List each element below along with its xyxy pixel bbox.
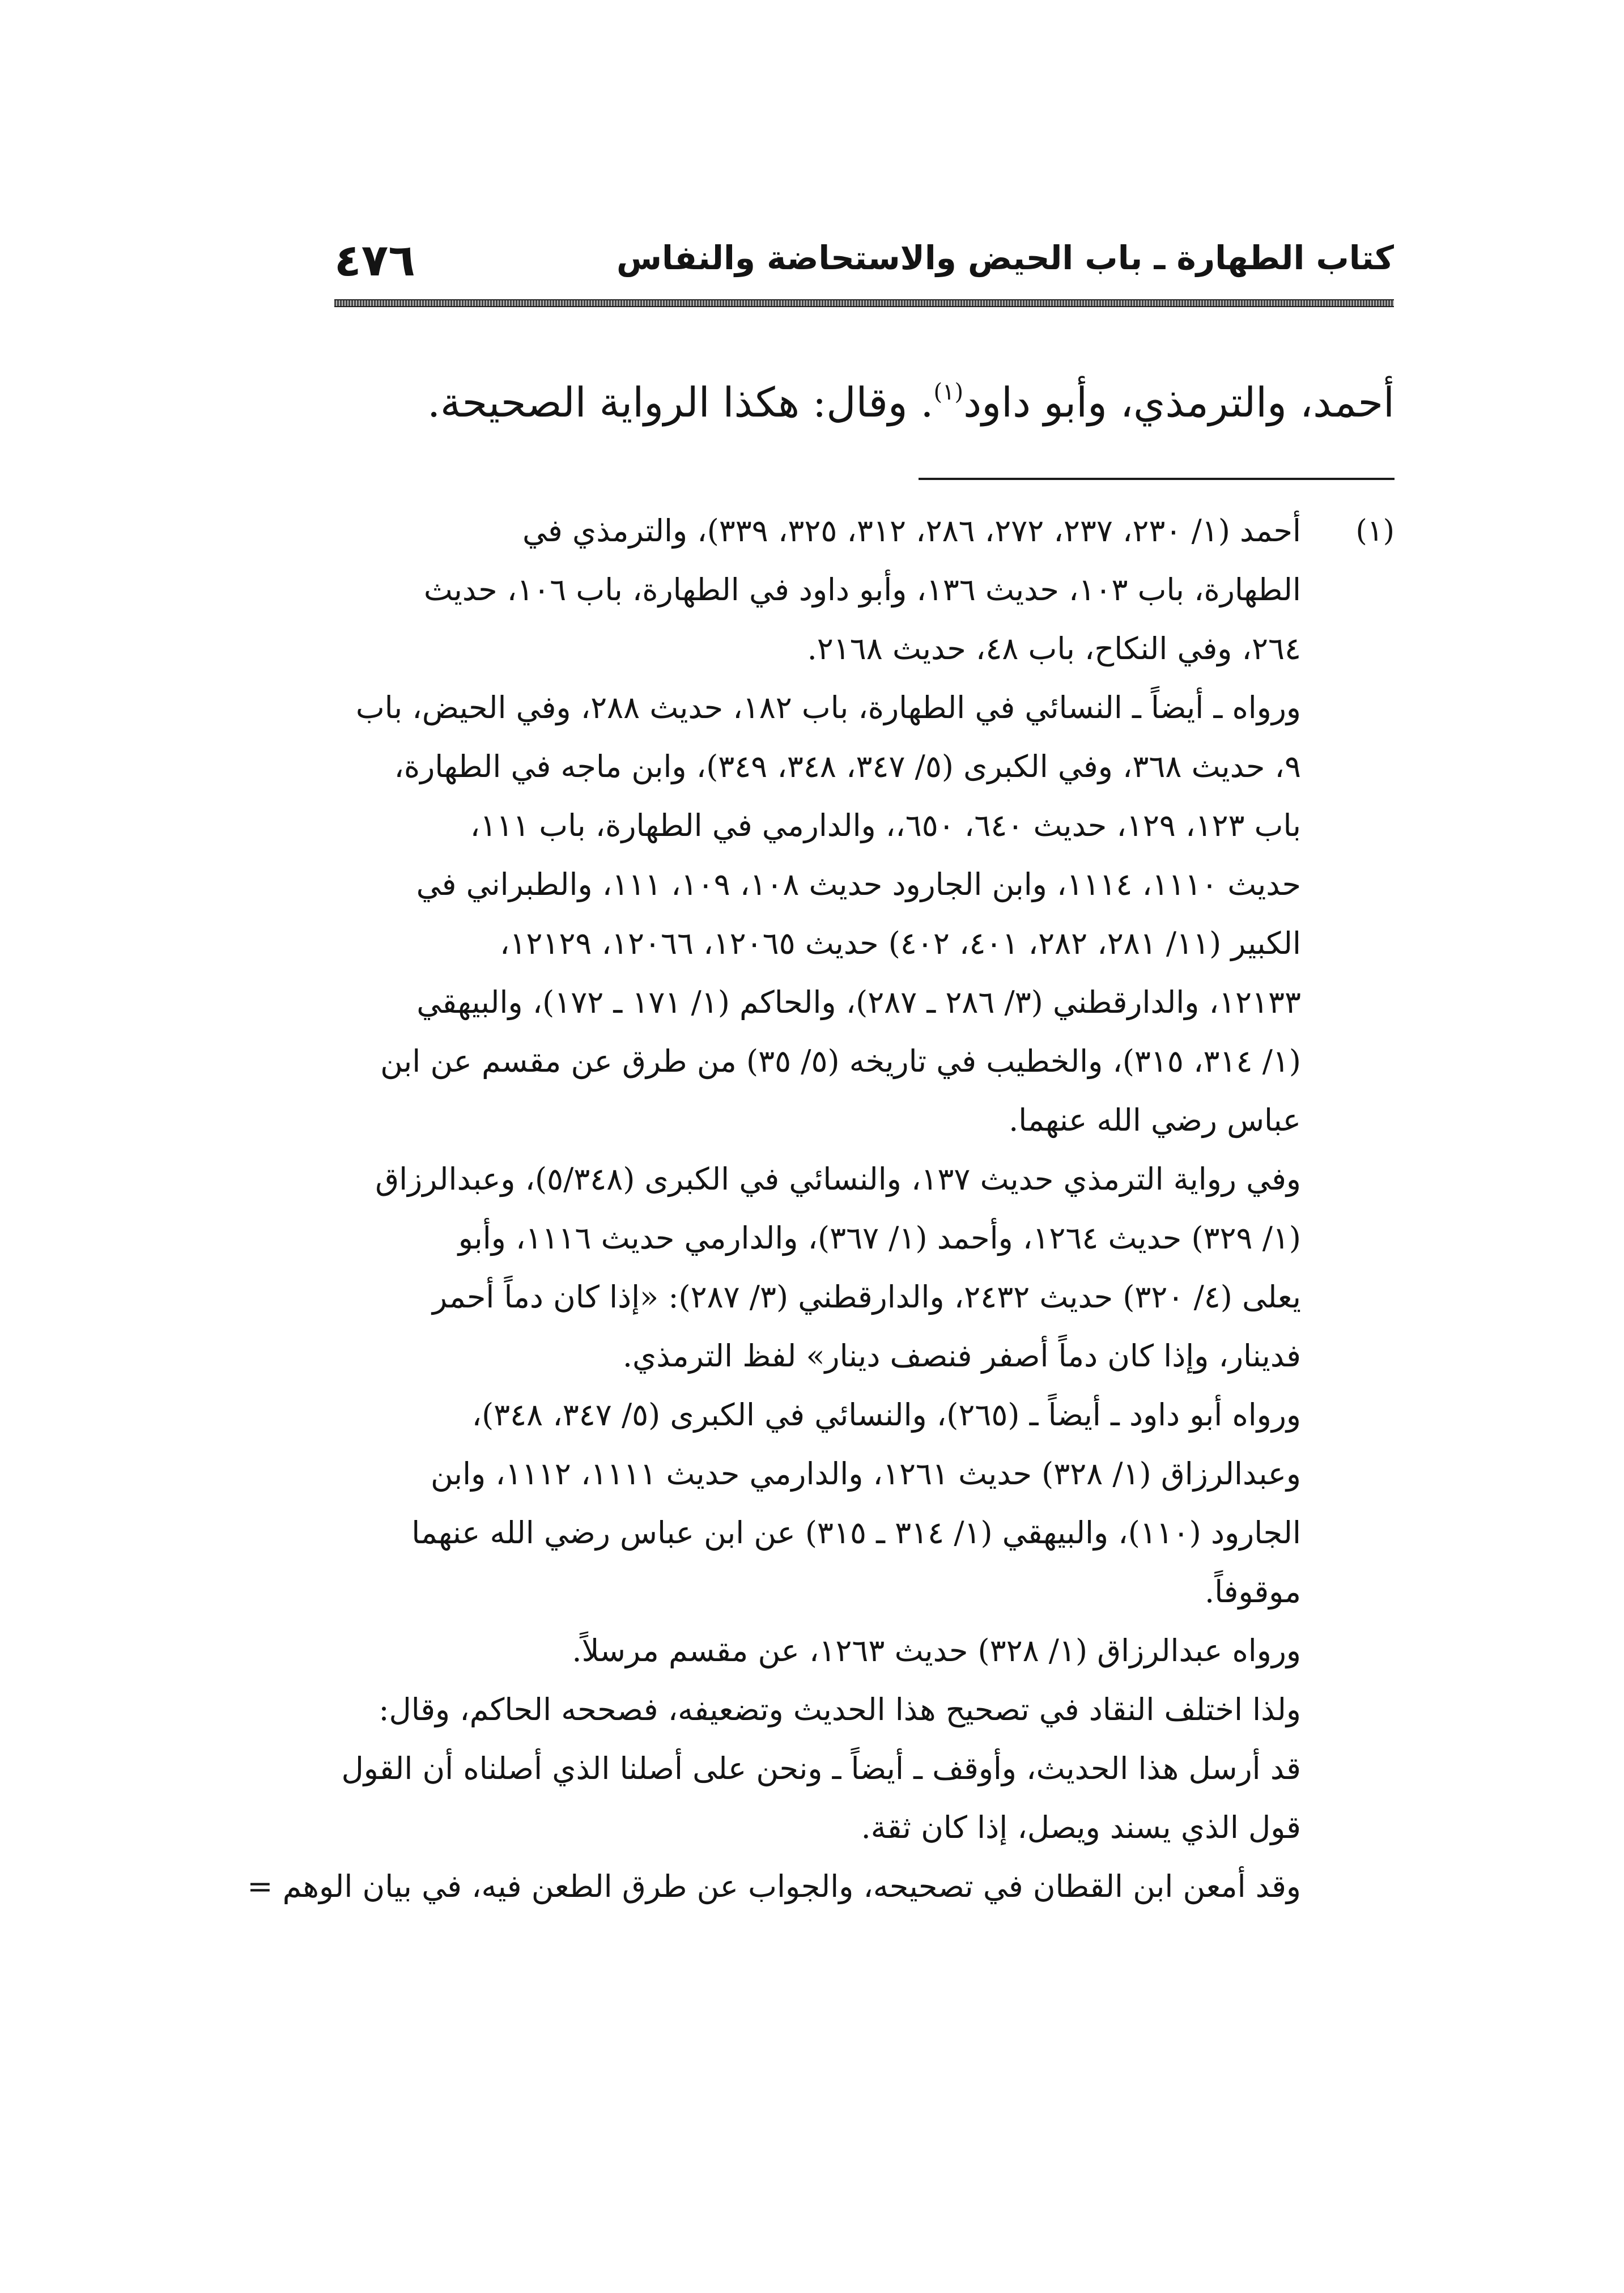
footnote-line: ورواه عبدالرزاق (١/ ٣٢٨) حديث ١٢٦٣، عن مقسم مرسلاً. (572, 1633, 1301, 1668)
footnote-body (239, 502, 1301, 1916)
footnote-block (239, 502, 1395, 1916)
footnote-line: الطهارة، باب ١٠٣، حديث ١٣٦، وأبو داود في الطهارة، باب ١٠٦، حديث (423, 572, 1301, 608)
running-header (334, 235, 1394, 298)
footnote-separator (919, 478, 1395, 480)
running-title: كتاب الطهارة ـ باب الحيض والاستحاضة والنفاس (617, 239, 1394, 277)
footnote-line: فدينار، وإذا كان دماً أصفر فنصف دينار» لفظ الترمذي. (622, 1338, 1301, 1374)
main-text-after-ref: . وقال: هكذا الرواية الصحيحة. (427, 379, 934, 426)
footnote-line: قد أرسل هذا الحديث، وأوقف ـ أيضاً ـ ونحن على أصلنا الذي أصلناه أن القول (341, 1751, 1301, 1786)
main-text (239, 368, 1395, 436)
footnote-reference: (١) (933, 379, 964, 405)
footnote-line: الجارود (١١٠)، والبيهقي (١/ ٣١٤ ـ ٣١٥) عن ابن عباس رضي الله عنهما (411, 1515, 1301, 1551)
main-text-before-ref: أحمد، والترمذي، وأبو داود (963, 379, 1395, 426)
footnote-line: ورواه أبو داود ـ أيضاً ـ (٢٦٥)، والنسائي في الكبرى (٥/ ٣٤٧، ٣٤٨)، (471, 1397, 1301, 1433)
header-rule (334, 299, 1394, 307)
footnote-line: وفي رواية الترمذي حديث ١٣٧، والنسائي في الكبرى (٥/٣٤٨)، وعبدالرزاق (375, 1161, 1301, 1197)
footnote-line: (١/ ٣٢٩) حديث ١٢٦٤، وأحمد (١/ ٣٦٧)، والدارمي حديث ١١١٦، وأبو (458, 1220, 1301, 1256)
footnote-line: (١/ ٣١٤، ٣١٥)، والخطيب في تاريخه (٥/ ٣٥) من طرق عن مقسم عن ابن (380, 1043, 1301, 1079)
footnote-line: يعلى (٤/ ٣٢٠) حديث ٢٤٣٢، والدارقطني (٣/ ٢٨٧): «إذا كان دماً أحمر (432, 1279, 1301, 1315)
footnote-line: ورواه ـ أيضاً ـ النسائي في الطهارة، باب ١٨٢، حديث ٢٨٨، وفي الحيض، باب (355, 690, 1301, 725)
footnote-line: ٩، حديث ٣٦٨، وفي الكبرى (٥/ ٣٤٧، ٣٤٨، ٣٤٩)، وابن ماجه في الطهارة، (394, 749, 1301, 784)
footnote-line: وقد أمعن ابن القطان في تصحيحه، والجواب عن طرق الطعن فيه، في بيان الوهم = (247, 1869, 1301, 1904)
footnote-line: عباس رضي الله عنهما. (1009, 1102, 1301, 1138)
footnote-line: باب ١٢٣، ١٢٩، حديث ٦٤٠، ٦٥٠،، والدارمي في الطهارة، باب ١١١، (470, 808, 1301, 843)
page-number: ٤٧٦ (334, 235, 415, 286)
footnote-line: ١٢١٣٣، والدارقطني (٣/ ٢٨٦ ـ ٢٨٧)، والحاكم (١/ ١٧١ ـ ١٧٢)، والبيهقي (416, 984, 1301, 1020)
footnote-line: أحمد (١/ ٢٣٠، ٢٣٧، ٢٧٢، ٢٨٦، ٣١٢، ٣٢٥، ٣٣٩)، والترمذي في (522, 513, 1301, 549)
footnote-line: حديث ١١١٠، ١١١٤، وابن الجارود حديث ١٠٨، ١٠٩، ١١١، والطبراني في (416, 867, 1301, 902)
footnote-line: قول الذي يسند ويصل، إذا كان ثقة. (861, 1810, 1301, 1845)
footnote-marker: (١) (1355, 514, 1395, 548)
footnote-line: موقوفاً. (1205, 1574, 1301, 1610)
footnote-line: ٢٦٤، وفي النكاح، باب ٤٨، حديث ٢١٦٨. (807, 631, 1301, 666)
footnote-line: وعبدالرزاق (١/ ٣٢٨) حديث ١٢٦١، والدارمي حديث ١١١١، ١١١٢، وابن (430, 1456, 1301, 1492)
footnote-line: ولذا اختلف النقاد في تصحيح هذا الحديث وتضعيفه، فصححه الحاكم، وقال: (379, 1692, 1301, 1727)
footnote-line: الكبير (١١/ ٢٨١، ٢٨٢، ٤٠١، ٤٠٢) حديث ١٢٠٦٥، ١٢٠٦٦، ١٢١٢٩، (499, 925, 1301, 961)
